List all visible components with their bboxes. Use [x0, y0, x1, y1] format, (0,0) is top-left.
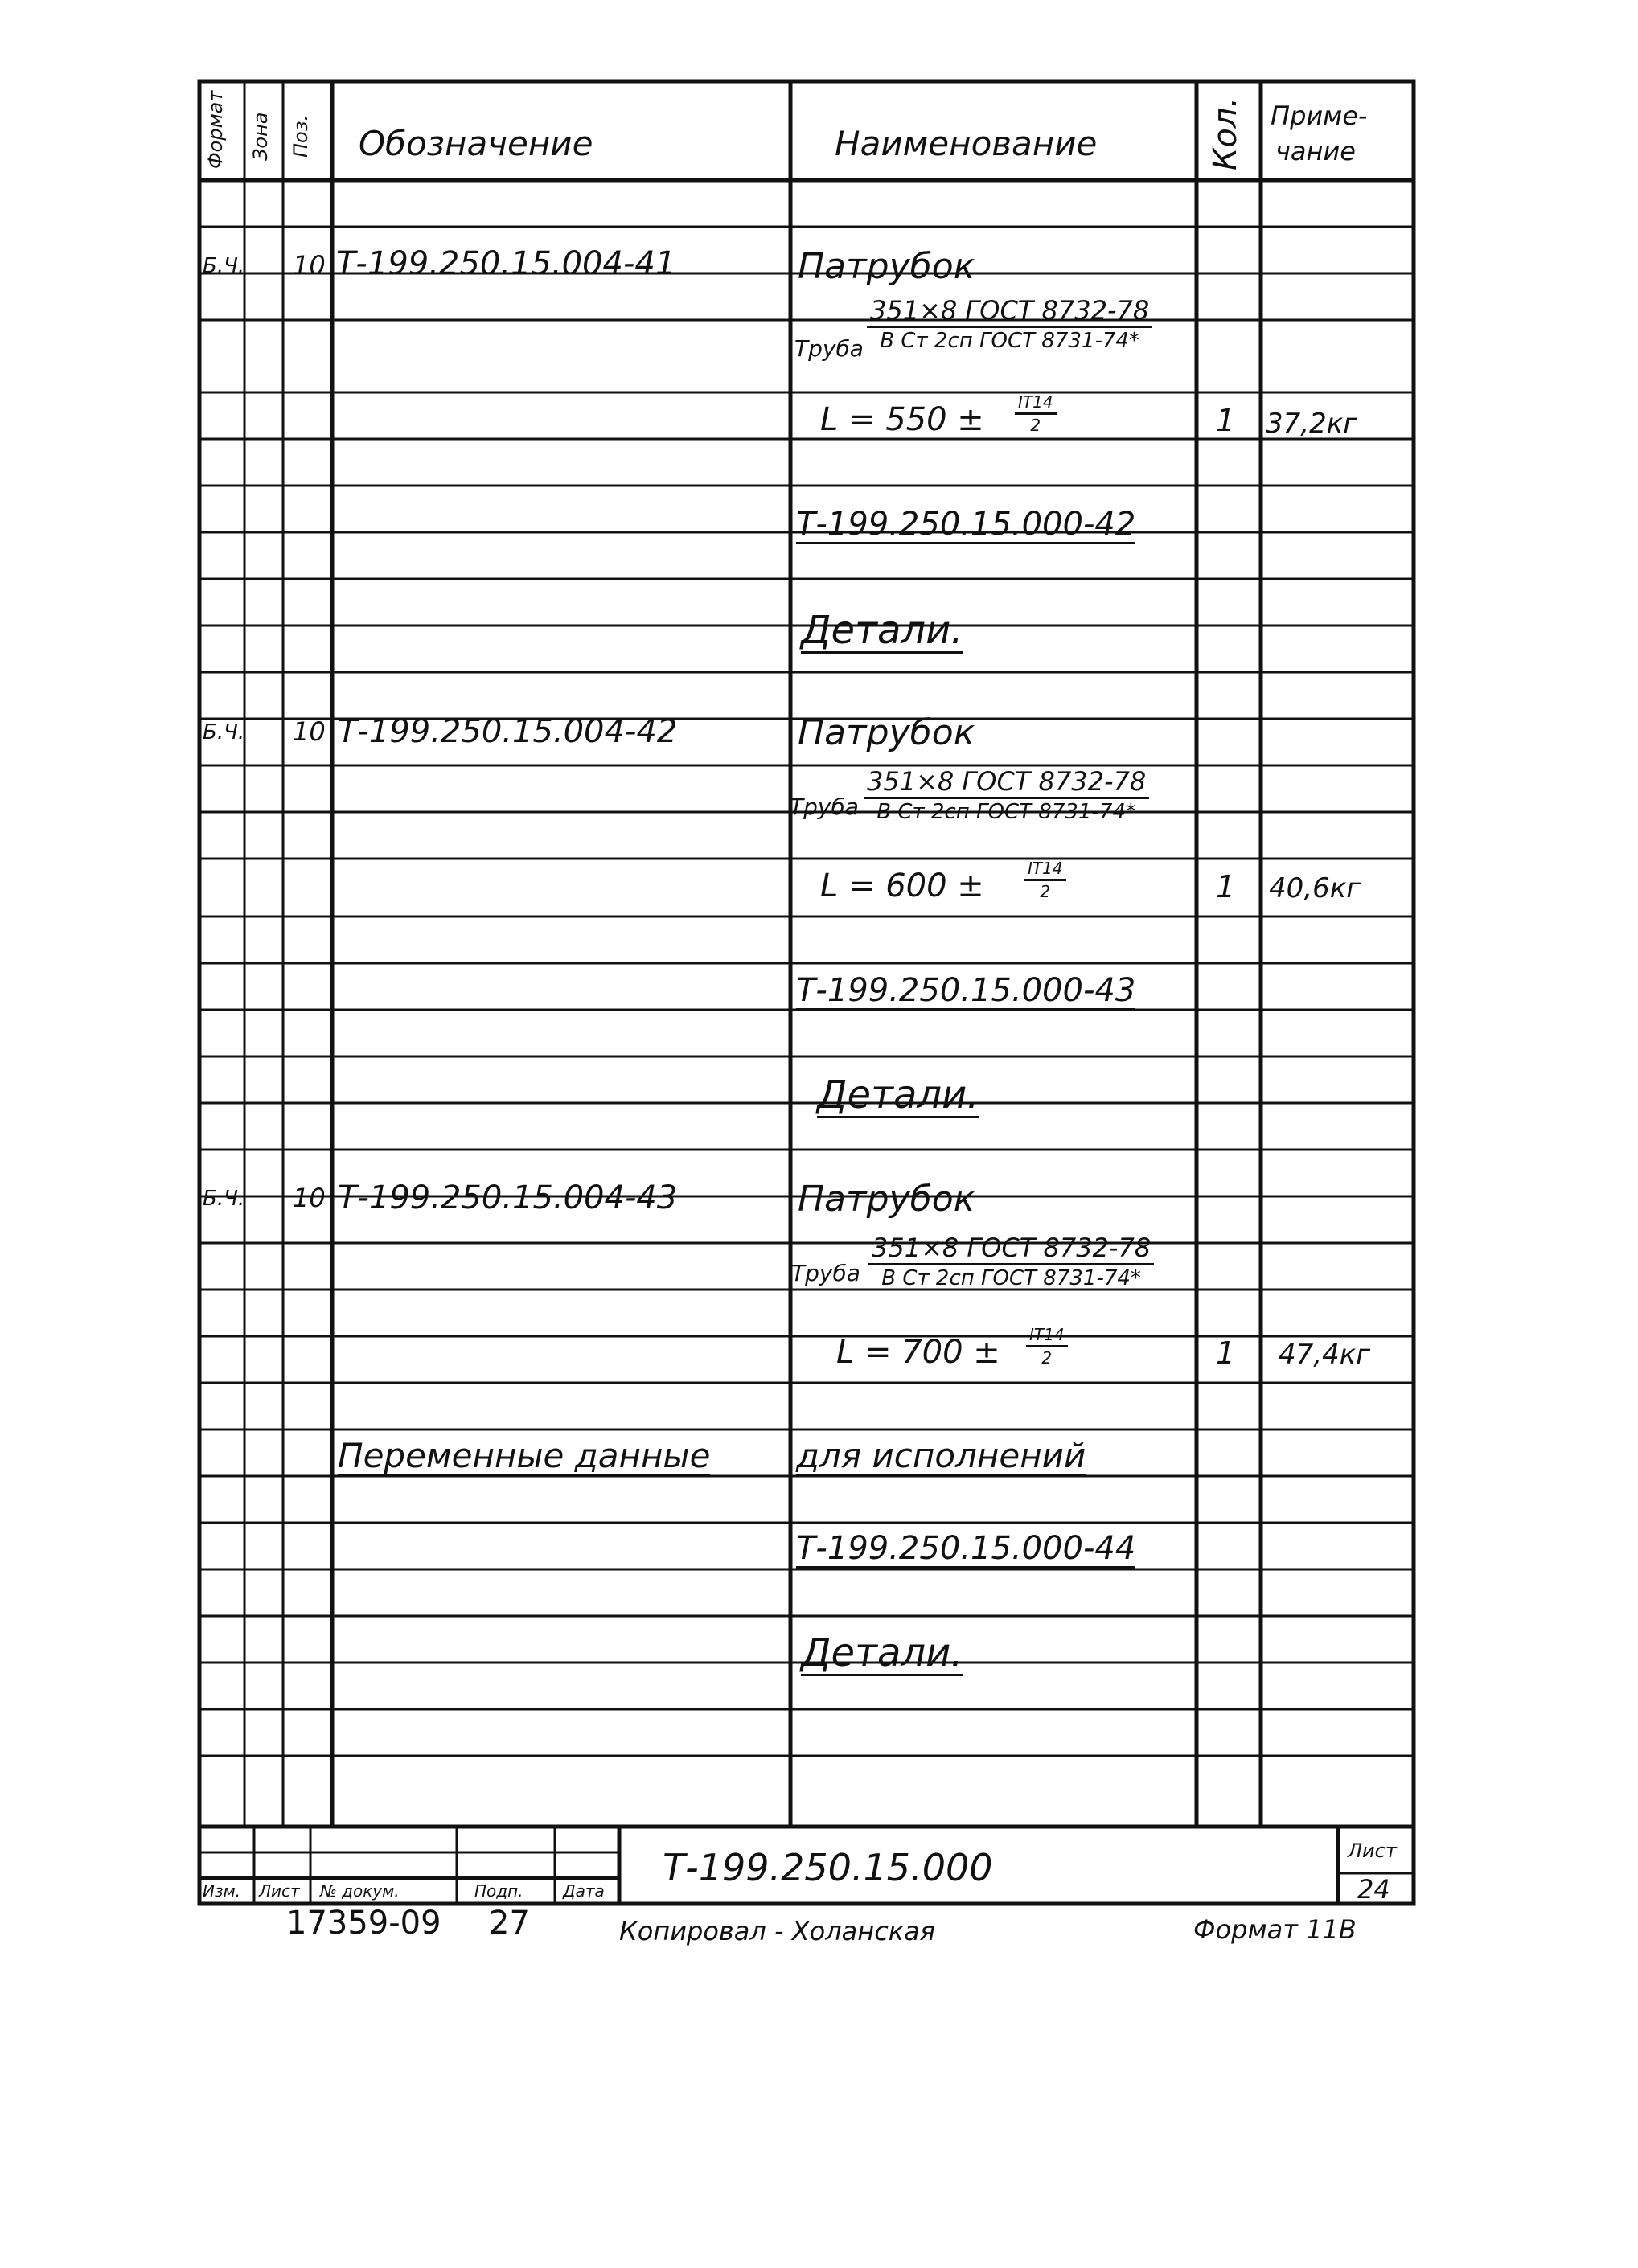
row3-designation: Т-199.250.15.004-43: [338, 1179, 678, 1216]
titleblock-col-list-label: Лист: [259, 1881, 300, 1901]
row3-pipe-spec-den: В Ст 2сп ГОСТ 8731-74*: [881, 1266, 1141, 1290]
row3-note: 47,4кг: [1279, 1339, 1371, 1371]
row3-pipe-spec: [868, 1232, 1154, 1290]
row3-length-tol: [1026, 1327, 1068, 1366]
row1-length-tol-num: IT14: [1015, 394, 1057, 415]
row3-pos: 10: [293, 1183, 326, 1213]
titleblock-sheet-number: 24: [1357, 1874, 1390, 1905]
row1-length-tol-den: 2: [1030, 416, 1041, 435]
header-zone: Зона: [249, 112, 272, 161]
titleblock-col-izm-label: Изм.: [203, 1881, 241, 1901]
row2-format: Б.Ч.: [203, 720, 245, 744]
row3-pipe-label: Труба: [791, 1260, 860, 1286]
row2-name: Патрубок: [798, 712, 975, 753]
titleblock-doc-number: Т-199.250.15.000: [663, 1846, 993, 1889]
row2-length-tol-num: IT14: [1024, 860, 1066, 881]
row2-note: 40,6кг: [1269, 872, 1361, 904]
row2-length-tol: [1024, 860, 1066, 900]
row1-length-tol: [1015, 394, 1057, 433]
row3-length: L = 700 ±: [836, 1334, 1000, 1371]
header-name: Наименование: [835, 124, 1098, 163]
row1-length: L = 550 ±: [820, 401, 984, 438]
row1-note: 37,2кг: [1266, 408, 1358, 440]
row3-name: Патрубок: [798, 1179, 975, 1220]
group2-assembly: Т-199.250.15.000-43: [796, 972, 1136, 1009]
group2-details: Детали.: [817, 1072, 979, 1118]
group3-details: Детали.: [801, 1630, 963, 1675]
group1-assembly: Т-199.250.15.000-42: [796, 506, 1136, 543]
row1-format: Б.Ч.: [203, 254, 245, 278]
row2-qty: 1: [1216, 869, 1236, 904]
row1-pipe-spec-den: В Ст 2сп ГОСТ 8731-74*: [880, 329, 1139, 353]
header-note-2: чание: [1275, 136, 1356, 166]
footer-inv-number: 17359-09: [286, 1905, 441, 1942]
titleblock-sheet-label: Лист: [1348, 1839, 1397, 1862]
footer-page: 27: [489, 1905, 530, 1942]
row3-format: Б.Ч.: [203, 1187, 245, 1211]
row1-name: Патрубок: [798, 246, 975, 287]
variable-data-for: для исполнений: [796, 1436, 1086, 1475]
group1-details: Детали.: [801, 608, 963, 653]
footer-copied-by: Копировал - Холанская: [619, 1916, 935, 1946]
header-pos: Поз.: [289, 114, 312, 158]
row3-length-tol-den: 2: [1041, 1348, 1053, 1368]
row1-pipe-spec: [867, 297, 1152, 351]
header-format: Формат: [204, 90, 227, 169]
row2-pos: 10: [293, 716, 326, 747]
row2-designation: Т-199.250.15.004-42: [338, 713, 678, 750]
titleblock-col-doc-label: № докум.: [320, 1881, 400, 1901]
row1-pos: 10: [293, 250, 326, 281]
group3-assembly: Т-199.250.15.000-44: [796, 1530, 1136, 1567]
row2-length: L = 600 ±: [820, 867, 984, 904]
row2-pipe-spec-den: В Ст 2сп ГОСТ 8731-74*: [876, 800, 1136, 824]
footer-format: Формат 11В: [1193, 1914, 1357, 1945]
row2-pipe-spec: [864, 766, 1149, 824]
row3-length-tol-num: IT14: [1026, 1327, 1068, 1347]
row2-pipe-spec-num: 351×8 ГОСТ 8732-78: [864, 769, 1149, 799]
row3-pipe-spec-num: 351×8 ГОСТ 8732-78: [868, 1235, 1154, 1265]
row1-designation: Т-199.250.15.004-41: [336, 245, 676, 282]
titleblock-col-sign-label: Подп.: [474, 1881, 523, 1901]
row2-length-tol-den: 2: [1040, 882, 1051, 901]
row3-qty: 1: [1216, 1335, 1236, 1371]
header-designation: Обозначение: [359, 124, 593, 163]
row2-pipe-label: Труба: [790, 794, 859, 820]
variable-data-label: Переменные данные: [338, 1436, 711, 1475]
header-qty: Кол.: [1207, 96, 1244, 170]
header-note-1: Приме-: [1271, 100, 1368, 131]
titleblock-col-date-label: Дата: [563, 1881, 605, 1901]
row1-pipe-spec-num: 351×8 ГОСТ 8732-78: [867, 297, 1152, 328]
row1-qty: 1: [1216, 403, 1236, 438]
row1-pipe-label: Труба: [794, 335, 864, 362]
